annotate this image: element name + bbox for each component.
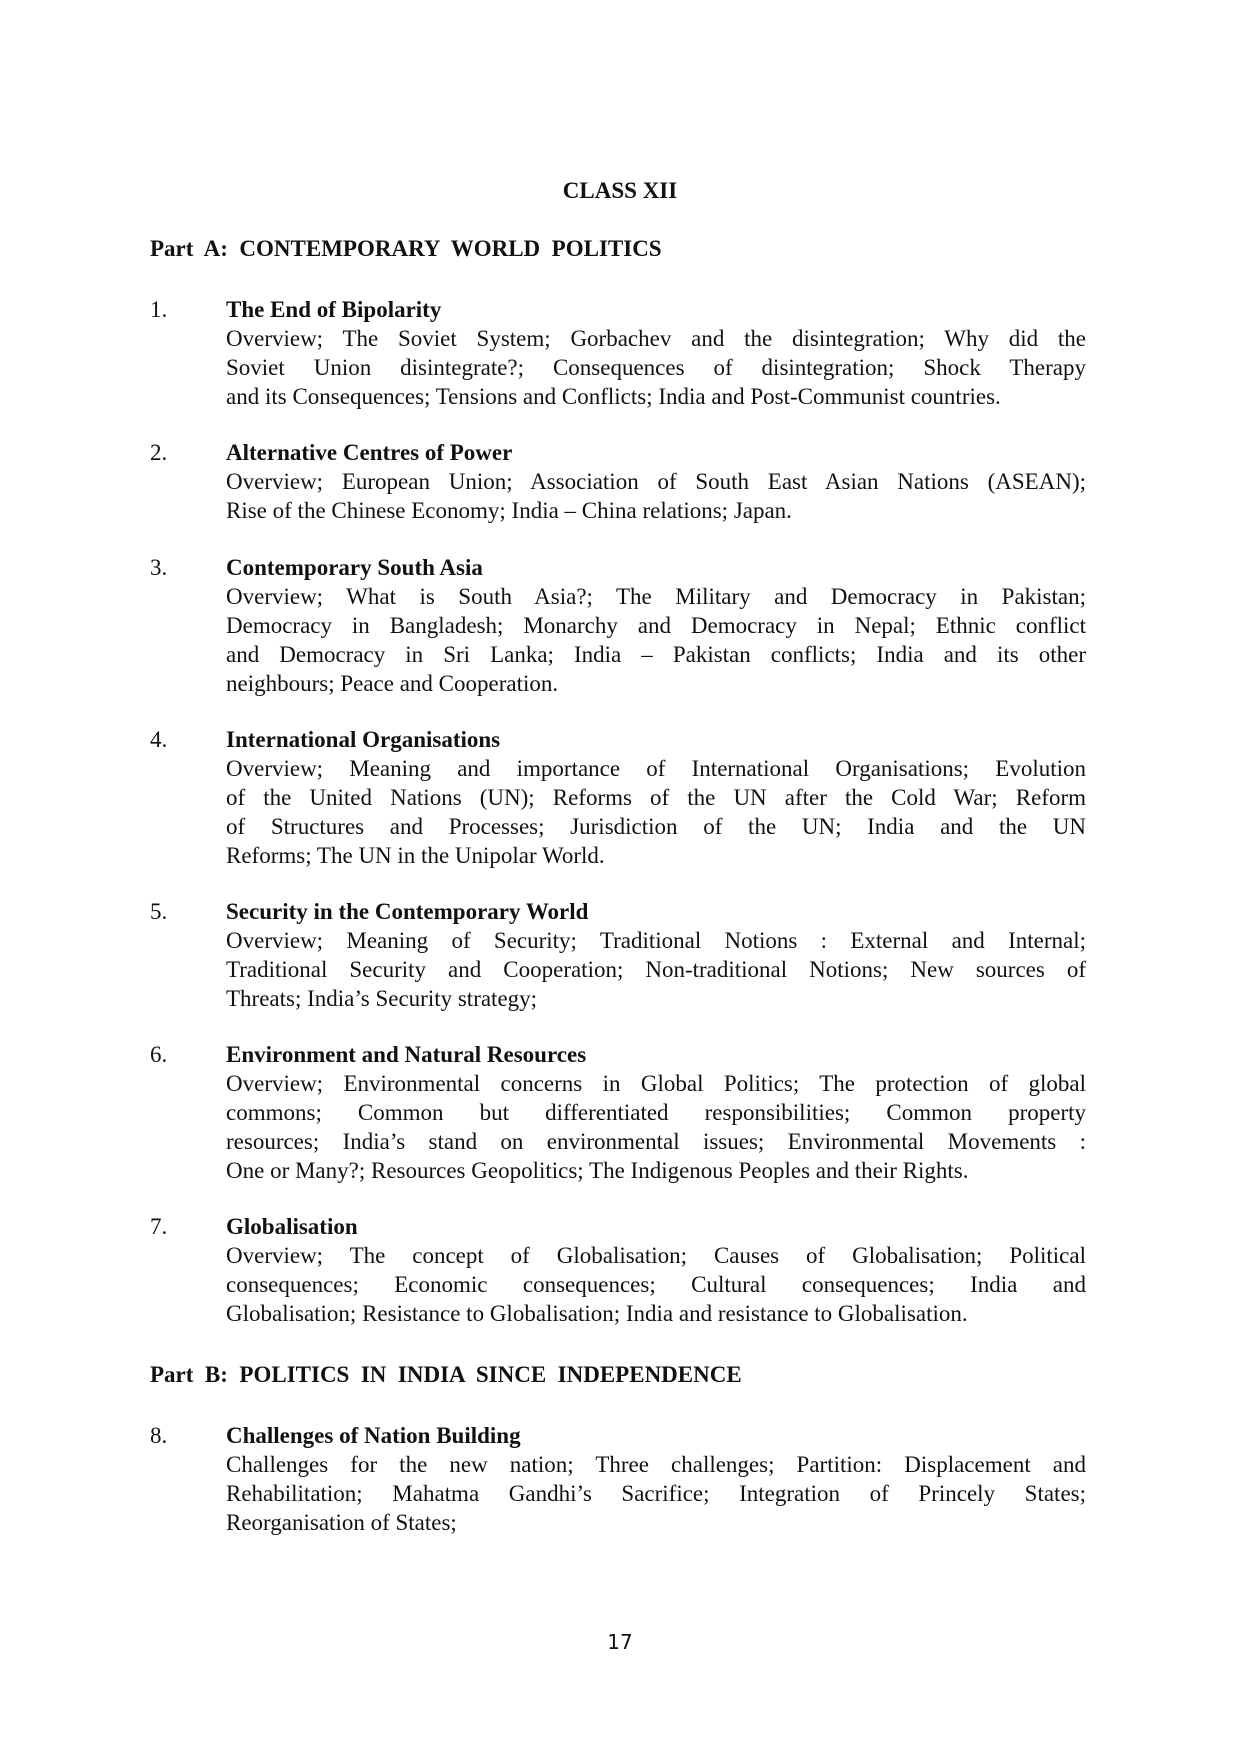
- unit-body: [226, 897, 1086, 1013]
- unit-title: The End of Bipolarity: [226, 297, 442, 322]
- unit-text-line: Reorganisation of States;: [226, 1510, 457, 1535]
- unit-body: [226, 1212, 1086, 1328]
- unit-title: Contemporary South Asia: [226, 555, 483, 580]
- unit-text-line: Overview; Environmental concerns in Global Politics; The protection of global: [226, 1071, 1086, 1096]
- part-b-heading: Part B: POLITICS IN INDIA SINCE INDEPENDENCE: [150, 1362, 742, 1387]
- unit-body: [226, 1421, 1086, 1537]
- unit-text-line: Rehabilitation; Mahatma Gandhi’s Sacrifice; Integration of Princely States;: [226, 1481, 1086, 1506]
- unit-text-line: resources; India’s stand on environmental issues; Environmental Movements :: [226, 1129, 1086, 1154]
- unit-text-line: neighbours; Peace and Cooperation.: [226, 671, 559, 696]
- unit-text-line: Threats; India’s Security strategy;: [226, 986, 538, 1011]
- unit-number: 1.: [150, 297, 168, 322]
- unit-body: [226, 553, 1086, 698]
- unit-number: 3.: [150, 555, 168, 580]
- unit-body: [226, 438, 1086, 525]
- unit-number: 4.: [150, 727, 168, 752]
- part-a-heading: Part A: CONTEMPORARY WORLD POLITICS: [150, 236, 662, 261]
- unit-text-line: One or Many?; Resources Geopolitics; The Indigenous Peoples and their Rights.: [226, 1158, 969, 1183]
- unit-text-line: consequences; Economic consequences; Cultural consequences; India and: [226, 1272, 1086, 1297]
- unit-text-line: and its Consequences; Tensions and Conflicts; India and Post-Communist countries.: [226, 384, 1001, 409]
- unit-text-line: Overview; What is South Asia?; The Military and Democracy in Pakistan;: [226, 584, 1086, 609]
- unit-text-line: Overview; Meaning and importance of International Organisations; Evolution: [226, 756, 1086, 781]
- unit-number: 8.: [150, 1423, 168, 1448]
- unit-text-line: Overview; Meaning of Security; Traditional Notions : External and Internal;: [226, 928, 1086, 953]
- unit-text-line: Traditional Security and Cooperation; Non-traditional Notions; New sources of: [226, 957, 1086, 982]
- unit-text-line: Reforms; The UN in the Unipolar World.: [226, 843, 605, 868]
- unit-text-line: Soviet Union disintegrate?; Consequences of disintegration; Shock Therapy: [226, 355, 1086, 380]
- page-title: CLASS XII: [562, 178, 678, 203]
- unit-text-line: Overview; The concept of Globalisation; Causes of Globalisation; Political: [226, 1243, 1086, 1268]
- unit-title: Alternative Centres of Power: [226, 440, 513, 465]
- unit-title: Environment and Natural Resources: [226, 1042, 587, 1067]
- unit-title: Security in the Contemporary World: [226, 899, 589, 924]
- unit-number: 7.: [150, 1214, 168, 1239]
- unit-text-line: of the United Nations (UN); Reforms of the UN after the Cold War; Reform: [226, 785, 1086, 810]
- unit-number: 5.: [150, 899, 168, 924]
- unit-title: International Organisations: [226, 727, 501, 752]
- unit-text-line: Challenges for the new nation; Three challenges; Partition: Displacement and: [226, 1452, 1086, 1477]
- unit-title: Challenges of Nation Building: [226, 1423, 521, 1448]
- unit-text-line: commons; Common but differentiated responsibilities; Common property: [226, 1100, 1086, 1125]
- unit-number: 2.: [150, 440, 168, 465]
- unit-number: 6.: [150, 1042, 168, 1067]
- unit-text-line: and Democracy in Sri Lanka; India – Pakistan conflicts; India and its other: [226, 642, 1086, 667]
- unit-text-line: of Structures and Processes; Jurisdiction of the UN; India and the UN: [226, 814, 1086, 839]
- unit-text-line: Democracy in Bangladesh; Monarchy and Democracy in Nepal; Ethnic conflict: [226, 613, 1086, 638]
- unit-body: [226, 295, 1086, 411]
- unit-body: [226, 725, 1086, 870]
- unit-text-line: Rise of the Chinese Economy; India – China relations; Japan.: [226, 498, 792, 523]
- unit-body: [226, 1040, 1086, 1185]
- unit-text-line: Overview; The Soviet System; Gorbachev and the disintegration; Why did the: [226, 326, 1086, 351]
- unit-text-line: Globalisation; Resistance to Globalisation; India and resistance to Globalisation.: [226, 1301, 968, 1326]
- unit-title: Globalisation: [226, 1214, 358, 1239]
- unit-text-line: Overview; European Union; Association of South East Asian Nations (ASEAN);: [226, 469, 1086, 494]
- page-number: 17: [607, 1630, 633, 1654]
